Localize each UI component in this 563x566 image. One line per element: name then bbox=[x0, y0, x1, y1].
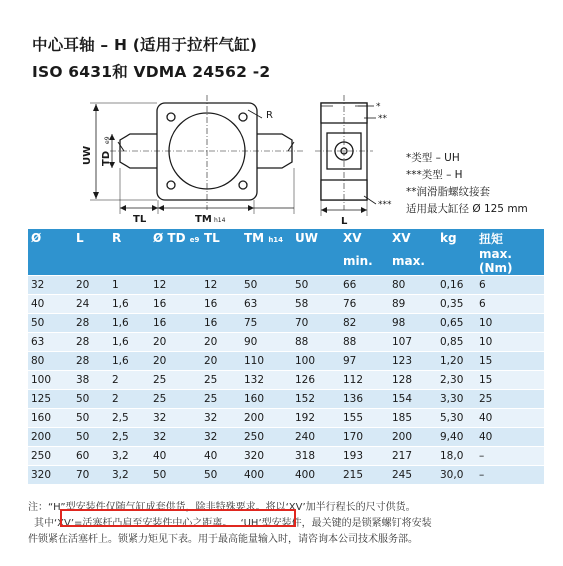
table-cell: 5,30 bbox=[437, 409, 476, 428]
header-cell: Ø bbox=[28, 229, 73, 247]
table-cell: 1,6 bbox=[109, 352, 150, 371]
table-cell: 16 bbox=[201, 295, 241, 314]
table-cell: 16 bbox=[150, 295, 201, 314]
label-star3: *** bbox=[378, 200, 392, 210]
table-cell: 40 bbox=[150, 447, 201, 466]
table-cell: 2,30 bbox=[437, 371, 476, 390]
table-cell: 63 bbox=[28, 333, 73, 352]
table-cell: 25 bbox=[201, 371, 241, 390]
table-cell: 126 bbox=[292, 371, 340, 390]
table-cell: 3,2 bbox=[109, 466, 150, 485]
table-cell: 6 bbox=[476, 276, 544, 295]
table-cell: 192 bbox=[292, 409, 340, 428]
table-cell: 98 bbox=[389, 314, 437, 333]
table-cell: 32 bbox=[201, 428, 241, 447]
table-cell: 58 bbox=[292, 295, 340, 314]
header-cell: L bbox=[73, 229, 109, 247]
table-cell: 32 bbox=[150, 428, 201, 447]
table-cell: 185 bbox=[389, 409, 437, 428]
table-cell: 76 bbox=[340, 295, 389, 314]
table-cell: 70 bbox=[73, 466, 109, 485]
table-cell: 82 bbox=[340, 314, 389, 333]
table-cell: 10 bbox=[476, 314, 544, 333]
table-cell: 28 bbox=[73, 333, 109, 352]
table-cell: 20 bbox=[150, 333, 201, 352]
table-cell: 38 bbox=[73, 371, 109, 390]
table-cell: 63 bbox=[241, 295, 292, 314]
table-cell: – bbox=[476, 466, 544, 485]
table-cell: 2 bbox=[109, 390, 150, 409]
footnote-line-3: 件锁紧在活塞杆上。锁紧力矩见下表。用于最高能量输入时，请咨询本公司技术服务部。 bbox=[28, 534, 418, 545]
table-cell: 160 bbox=[28, 409, 73, 428]
subheader-cell bbox=[241, 247, 292, 276]
subheader-cell bbox=[437, 247, 476, 276]
table-cell: 50 bbox=[73, 409, 109, 428]
table-cell: 25 bbox=[201, 390, 241, 409]
dimension-table bbox=[28, 229, 544, 484]
table-subheader-row bbox=[28, 247, 544, 276]
table-cell: 50 bbox=[73, 428, 109, 447]
table-cell: 3,30 bbox=[437, 390, 476, 409]
table-cell: 125 bbox=[28, 390, 73, 409]
table-cell: 15 bbox=[476, 352, 544, 371]
table-cell: 123 bbox=[389, 352, 437, 371]
table-cell: 318 bbox=[292, 447, 340, 466]
label-tl: TL bbox=[133, 214, 147, 225]
table-cell: 160 bbox=[241, 390, 292, 409]
table-row bbox=[28, 428, 544, 447]
subheader-cell bbox=[28, 247, 73, 276]
table-cell: 240 bbox=[292, 428, 340, 447]
subheader-cell bbox=[150, 247, 201, 276]
table-cell: 320 bbox=[28, 466, 73, 485]
table-cell: 193 bbox=[340, 447, 389, 466]
table-cell: 10 bbox=[476, 333, 544, 352]
table-cell: 12 bbox=[201, 276, 241, 295]
table-cell: 100 bbox=[292, 352, 340, 371]
note-grease-nipple: **润滑脂螺纹接套 bbox=[406, 186, 490, 198]
table-cell: 20 bbox=[201, 333, 241, 352]
table-cell: 16 bbox=[150, 314, 201, 333]
table-cell: 80 bbox=[389, 276, 437, 295]
table-cell: 12 bbox=[150, 276, 201, 295]
subheader-cell bbox=[73, 247, 109, 276]
table-cell: 40 bbox=[201, 447, 241, 466]
table-cell: 50 bbox=[292, 276, 340, 295]
table-cell: 200 bbox=[389, 428, 437, 447]
table-cell: 320 bbox=[241, 447, 292, 466]
table-row bbox=[28, 295, 544, 314]
table-cell: 50 bbox=[150, 466, 201, 485]
table-cell: 66 bbox=[340, 276, 389, 295]
table-cell: 25 bbox=[150, 371, 201, 390]
header-cell: XV bbox=[340, 229, 389, 247]
label-r: R bbox=[266, 110, 273, 121]
table-cell: 1,6 bbox=[109, 295, 150, 314]
table-cell: 88 bbox=[292, 333, 340, 352]
table-cell: 112 bbox=[340, 371, 389, 390]
table-cell: 110 bbox=[241, 352, 292, 371]
table-cell: 32 bbox=[150, 409, 201, 428]
table-cell: 0,85 bbox=[437, 333, 476, 352]
table-cell: 18,0 bbox=[437, 447, 476, 466]
footnote-uh-note: ‘UH’型安装件，最关键的是锁紧螺钉将安装 bbox=[240, 518, 432, 529]
table-header-row bbox=[28, 229, 544, 247]
label-uw: UW bbox=[82, 145, 93, 165]
table-cell: 1,6 bbox=[109, 333, 150, 352]
title-line-2: ISO 6431和 VDMA 24562 -2 bbox=[32, 63, 271, 81]
header-cell: Ø TD e9 bbox=[150, 229, 201, 247]
table-cell: 32 bbox=[28, 276, 73, 295]
label-tm-sub: h14 bbox=[214, 217, 226, 224]
table-cell: 250 bbox=[28, 447, 73, 466]
table-cell: 80 bbox=[28, 352, 73, 371]
header-cell: TM h14 bbox=[241, 229, 292, 247]
table-row bbox=[28, 390, 544, 409]
table-cell: 70 bbox=[292, 314, 340, 333]
label-tm: TM bbox=[195, 214, 212, 225]
table-cell: 152 bbox=[292, 390, 340, 409]
table-cell: 1 bbox=[109, 276, 150, 295]
table-cell: 60 bbox=[73, 447, 109, 466]
note-type-uh: *类型 – UH bbox=[406, 152, 460, 164]
header-cell: XV bbox=[389, 229, 437, 247]
header-cell: UW bbox=[292, 229, 340, 247]
table-cell: 128 bbox=[389, 371, 437, 390]
table-cell: 170 bbox=[340, 428, 389, 447]
table-cell: 0,35 bbox=[437, 295, 476, 314]
table-cell: 400 bbox=[292, 466, 340, 485]
table-cell: 400 bbox=[241, 466, 292, 485]
table-cell: 40 bbox=[476, 409, 544, 428]
table-cell: 28 bbox=[73, 352, 109, 371]
table-body bbox=[28, 276, 544, 485]
table-cell: 50 bbox=[28, 314, 73, 333]
subheader-cell: max. bbox=[389, 247, 437, 276]
title-line-1: 中心耳轴 – H (适用于拉杆气缸) bbox=[32, 36, 258, 54]
note-type-h: ***类型 – H bbox=[406, 169, 463, 181]
header-cell: kg bbox=[437, 229, 476, 247]
table-cell: 32 bbox=[201, 409, 241, 428]
table-cell: 50 bbox=[241, 276, 292, 295]
footnote-line-1: 注：“H”型安装件仅随气缸成套供货，除非特殊要求。将以‘XV’加半行程长的尺寸供货。 bbox=[28, 502, 416, 513]
xv-highlight-box bbox=[60, 509, 296, 527]
table-cell: 50 bbox=[201, 466, 241, 485]
table-row bbox=[28, 447, 544, 466]
table-cell: 75 bbox=[241, 314, 292, 333]
table-cell: 16 bbox=[201, 314, 241, 333]
table-cell: 89 bbox=[389, 295, 437, 314]
table-row bbox=[28, 314, 544, 333]
table-cell: 25 bbox=[150, 390, 201, 409]
table-cell: 250 bbox=[241, 428, 292, 447]
table-cell: – bbox=[476, 447, 544, 466]
label-td: TD bbox=[101, 150, 112, 166]
footnote-xv-definition: 其中‘XV’=活塞杆凸肩至安装件中心之距离。 bbox=[34, 518, 233, 529]
label-l: L bbox=[341, 216, 348, 227]
header-cell: R bbox=[109, 229, 150, 247]
table-cell: 1,6 bbox=[109, 314, 150, 333]
table-row bbox=[28, 352, 544, 371]
table-cell: 9,40 bbox=[437, 428, 476, 447]
table-cell: 245 bbox=[389, 466, 437, 485]
header-cell: 扭矩 bbox=[476, 229, 544, 247]
table-row bbox=[28, 333, 544, 352]
table-cell: 154 bbox=[389, 390, 437, 409]
table-cell: 97 bbox=[340, 352, 389, 371]
table-cell: 200 bbox=[28, 428, 73, 447]
table-cell: 155 bbox=[340, 409, 389, 428]
subheader-cell bbox=[109, 247, 150, 276]
subheader-cell bbox=[292, 247, 340, 276]
table-cell: 40 bbox=[28, 295, 73, 314]
table-row bbox=[28, 371, 544, 390]
table-row bbox=[28, 276, 544, 295]
table-cell: 90 bbox=[241, 333, 292, 352]
table-cell: 136 bbox=[340, 390, 389, 409]
table-cell: 88 bbox=[340, 333, 389, 352]
table-cell: 15 bbox=[476, 371, 544, 390]
table-cell: 40 bbox=[476, 428, 544, 447]
table-cell: 6 bbox=[476, 295, 544, 314]
table-cell: 132 bbox=[241, 371, 292, 390]
label-star2: ** bbox=[378, 114, 387, 124]
table-cell: 2,5 bbox=[109, 409, 150, 428]
table-cell: 100 bbox=[28, 371, 73, 390]
table-cell: 30,0 bbox=[437, 466, 476, 485]
table-cell: 0,65 bbox=[437, 314, 476, 333]
table-cell: 2,5 bbox=[109, 428, 150, 447]
table-row bbox=[28, 409, 544, 428]
table-cell: 217 bbox=[389, 447, 437, 466]
table-cell: 28 bbox=[73, 314, 109, 333]
table-cell: 20 bbox=[73, 276, 109, 295]
subheader-cell: max. (Nm) bbox=[476, 247, 544, 276]
subheader-cell bbox=[201, 247, 241, 276]
label-star1: * bbox=[376, 102, 381, 112]
subheader-cell: min. bbox=[340, 247, 389, 276]
table-cell: 50 bbox=[73, 390, 109, 409]
table-cell: 20 bbox=[150, 352, 201, 371]
table-cell: 1,20 bbox=[437, 352, 476, 371]
table-cell: 215 bbox=[340, 466, 389, 485]
table-cell: 2 bbox=[109, 371, 150, 390]
table-cell: 107 bbox=[389, 333, 437, 352]
table-cell: 200 bbox=[241, 409, 292, 428]
table-cell: 24 bbox=[73, 295, 109, 314]
note-max-bore: 适用最大缸径 Ø 125 mm bbox=[406, 203, 528, 215]
table-cell: 0,16 bbox=[437, 276, 476, 295]
table-cell: 25 bbox=[476, 390, 544, 409]
table-cell: 20 bbox=[201, 352, 241, 371]
header-cell: TL bbox=[201, 229, 241, 247]
label-td-sub: e9 bbox=[104, 136, 111, 144]
table-cell: 3,2 bbox=[109, 447, 150, 466]
table-row bbox=[28, 466, 544, 485]
